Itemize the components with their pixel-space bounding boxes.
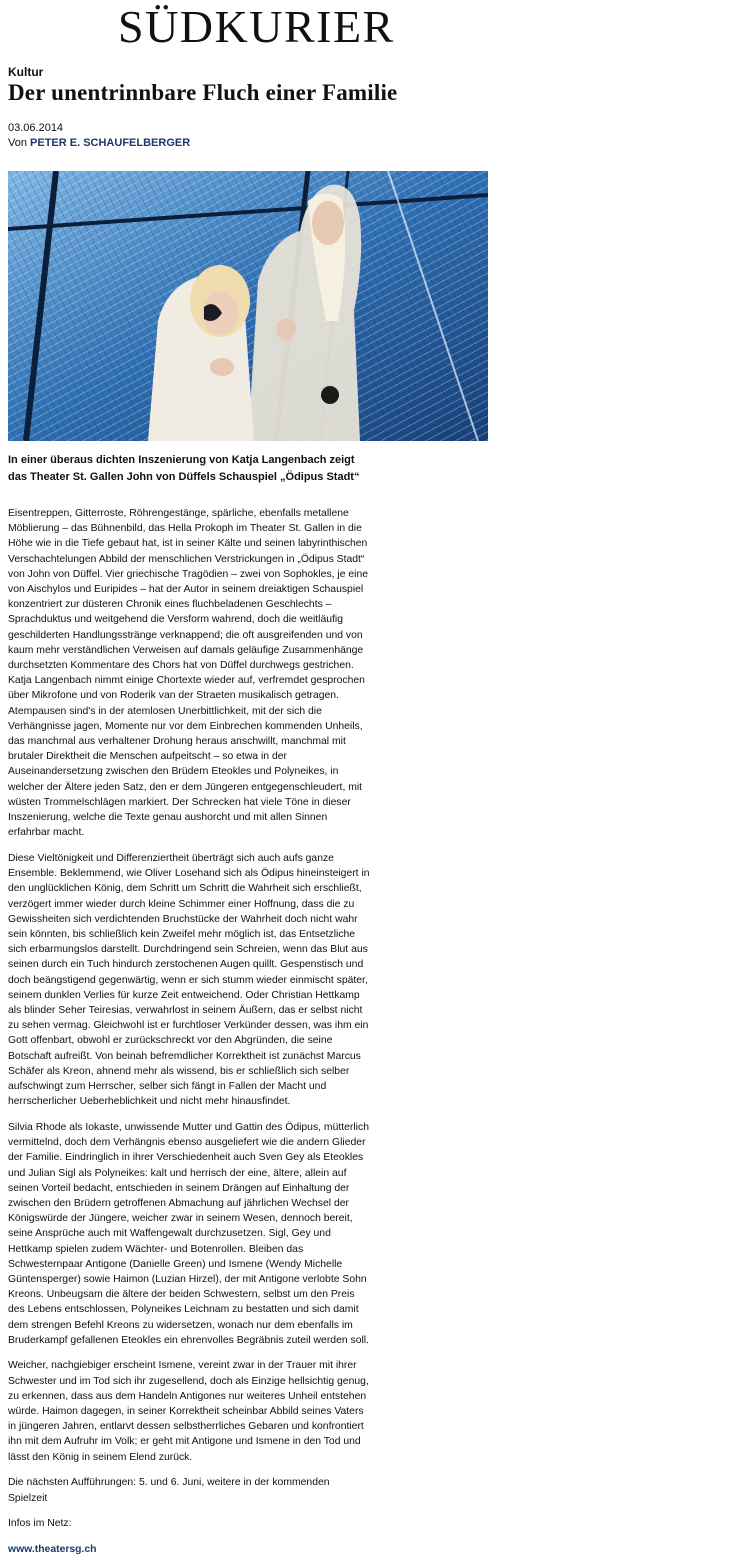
paragraph: Infos im Netz: (8, 1518, 72, 1530)
masthead-logo[interactable]: SÜDKURIER (118, 1, 395, 52)
byline (8, 137, 190, 149)
paragraph: Eisentreppen, Gitterroste, Röhrengestänge, spärliche, ebenfalls metallene Möblierung – das Bühnenbild, das Hella Prokoph im Theater St. Gallen in die Höhe wie in die Tiefe gebaut hat, ist in seiner Kälte und seinen labyrinthischen Verschachtelungen Abbild der menschlichen Verstrickungen in „Ödipus Stadt“ von John von Düffel. Vier griechische Tragödien – zwei von Sophokles, je eine von Aischylos und Euripides – hat der Autor in seinem dreiaktigen Schauspiel konzentriert zur düsteren Chronik eines fluchbeladenen Geschlechts – Sprachduktus und weitgehend die Versform wahrend, doch die weitläufig geschilderten Handlungsstränge verknappend; die oft ausgreifenden und von kaum mehr verständlichen Verweisen auf damals geläufige Zusammenhänge durchsetzten Kommentare des Chors hat von Düffel durchwegs gestrichen. Katja Langenbach nimmt einige Chortexte wieder auf, verfremdet gesprochen über Mikrofone und von Roderik van der Straeten musikalisch getragen. Atempausen sind's in der atemlosen Unerbittlichkeit, mit der sich die Verhängnisse jagen, Momente nur vor dem Einbrechen kommenden Unheils, das manchmal aus verhaltener Drohung heraus anschwillt, manchmal mit brutaler Direktheit die Menschen aufpeitscht – so etwa in der Auseinandersetzung zwischen den Brüdern Eteokles und Polyneikes, in welcher der Ältere jeden Satz, den er dem Jüngeren entgegenschleudert, mit wüsten Trommelschlägen markiert. Der Schrecken hat viele Töne in dieser Inszenierung, welche die Texte genau aushorcht und mit allen Sinnen erfahrbar macht. (8, 508, 369, 839)
section-label: Kultur (8, 65, 44, 79)
paragraph: Silvia Rhode als Iokaste, unwissende Mutter und Gattin des Ödipus, mütterlich vermittelnd, doch dem Verhängnis ebenso ausgeliefert wie die andern Glieder der Familie. Eindringlich in ihrer Verschiedenheit auch Sven Gey als Eteokles und Julian Sigl als Polyneikes: kalt und herrisch der eine, ältere, allein auf seinen Vorteil bedacht, entschieden in seinem Drängen auf Einhaltung der zwischen den Brüdern getroffenen Abmachung auf jährlichen Wechsel der Königswürde der Jüngere, weicher zwar in seinem Wesen, dennoch bereit, seine Ansprüche auch mit Waffengewalt durchzusetzen. Sigl, Gey und Hettkamp spielen zudem Wächter- und Botenrollen. Bleiben das Schwesternpaar Antigone (Danielle Green) und Ismene (Wendy Michelle Güntensperger) sowie Haimon (Luzian Hirzel), der mit Antigone verlobte Sohn Kreons. Unbeugsam die ältere der beiden Schwestern, selbst um den Preis des Lebens entschlossen, Polyneikes Leichnam zu bestatten und sich damit dem strengen Befehl Kreons zu widersetzen, wonach nur dem ebenfalls im Bruderkampf gefallenen Eteokles ein ehrenvolles Begräbnis zuteil werden soll. (8, 1121, 369, 1346)
paragraph: Diese Vieltönigkeit und Differenziertheit überträgt sich auch aufs ganze Ensemble. Beklemmend, wie Oliver Losehand sich als Ödipus hineinsteigert in den unglücklichen König, dem Schritt um Schritt die Wahrheit sich erschließt, verzögert immer wieder durch kleine Schimmer einer Hoffnung, dass die zu Gewissheiten sich verdichtenden Bruchstücke der Wahrheit doch nicht wahr sein könnten, bis schließlich kein Zweifel mehr möglich ist, das Entsetzliche sich erbarmungslos darstellt. Durchdringend sein Schreien, wenn das Blut aus seinen durch ein Tuch hindurch zerstochenen Augen quillt. Gespenstisch und doch beängstigend gegenwärtig, wenn er sich stumm wieder einmischt später, seinem dunklen Verlies für kurze Zeit entweichend. Oder Christian Hettkamp als blinder Seher Teiresias, verwahrlost in seinem Äußern, das er selbst nicht zu sehen vermag. Gleichwohl ist er furchtloser Verkünder dessen, was ihm ein Gott offenbart, obwohl er zurückschreckt vor den Abgründen, die seine Botschaft aufreißt. Von beinah befremdlicher Korrektheit ist zunächst Marcus Schäfer als Kreon, ahnend mehr als wissend, bis er schließlich sich selber aufschwingt zum Herrscher, selber sich fängt in Fallen der Macht und herrscherlicher Ueberheblichkeit und nicht mehr hinausfindet. (8, 852, 370, 1108)
article-photo (8, 171, 488, 441)
article-lead: In einer überaus dichten Inszenierung von Katja Langenbach zeigt das Theater St. Gallen John von Düffels Schauspiel „Ödipus Stadt“ (8, 454, 360, 483)
theater-website-link[interactable]: www.theatersg.ch (8, 1544, 97, 1555)
article-date: 03.06.2014 (8, 122, 64, 134)
article-body (8, 506, 370, 1568)
article-headline: Der unentrinnbare Fluch einer Familie (8, 80, 398, 105)
author-link[interactable]: PETER E. SCHAUFELBERGER (30, 137, 191, 149)
paragraph: Die nächsten Aufführungen: 5. und 6. Juni, weitere in der kommenden Spielzeit (8, 1477, 330, 1504)
byline-prefix: Von (8, 137, 27, 149)
paragraph: Weicher, nachgiebiger erscheint Ismene, vereint zwar in der Trauer mit ihrer Schwester und im Tod sich ihr zugesellend, doch als Einzige hellsichtig genug, zu erkennen, dass aus dem Handeln Antigones nur weiteres Unheil entstehen würde. Haimon dagegen, in seiner Korrektheit scheinbar Abbild seines Vaters in jüngeren Jahren, entlarvt dessen selbstherrliches Gebaren und konfrontiert ihn mit dem Aufruhr im Volk; er geht mit Antigone und Ismene in den Tod und lässt den König in seinem Elend zurück. (8, 1360, 369, 1463)
